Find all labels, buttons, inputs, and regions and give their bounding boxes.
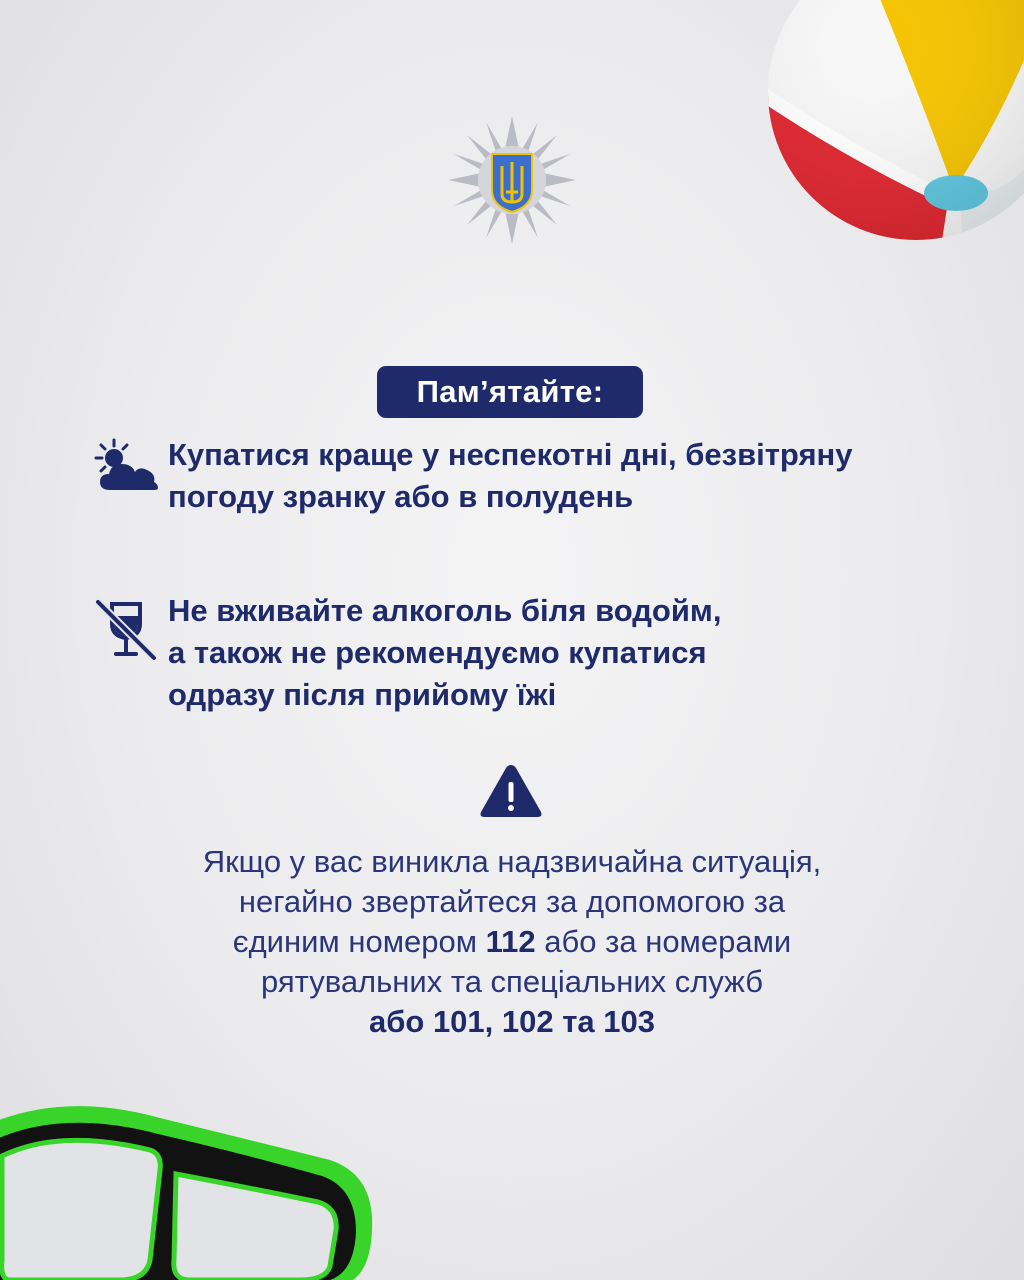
notice-line-3-start: єдиним номером (232, 924, 486, 959)
service-numbers: або 101, 102 та 103 (369, 1004, 655, 1039)
emergency-notice (60, 842, 964, 1042)
rule-text-alcohol: Не вживайте алкоголь біля водойм, а також не рекомендуємо купатися одразу після прийому їжі (168, 593, 722, 712)
emergency-number-112: 112 (485, 924, 536, 959)
rule-text-weather: Купатися краще у неспекотні дні, безвітряну погоду зранку або в полудень (168, 437, 853, 514)
no-alcohol-icon (92, 598, 162, 662)
diving-mask-image (0, 1090, 380, 1280)
notice-line-3-end: або за номерами (535, 924, 792, 959)
beach-ball-image (764, 0, 1024, 245)
notice-line-5-wrap (60, 1002, 964, 1042)
sun-behind-cloud-icon (92, 438, 162, 494)
rule-item-weather (92, 434, 853, 518)
notice-line-3 (60, 922, 964, 962)
warning-icon (478, 762, 544, 820)
notice-line-1: Якщо у вас виникла надзвичайна ситуація, (202, 844, 822, 879)
notice-line-4: рятувальних та спеціальних служб (260, 964, 764, 999)
police-emblem-logo (446, 114, 578, 246)
notice-line-2: негайно звертайтеся за допомогою за (238, 884, 786, 919)
rule-item-alcohol (92, 590, 721, 716)
remember-badge-label: Пам’ятайте: (416, 374, 604, 409)
remember-badge (377, 366, 643, 418)
